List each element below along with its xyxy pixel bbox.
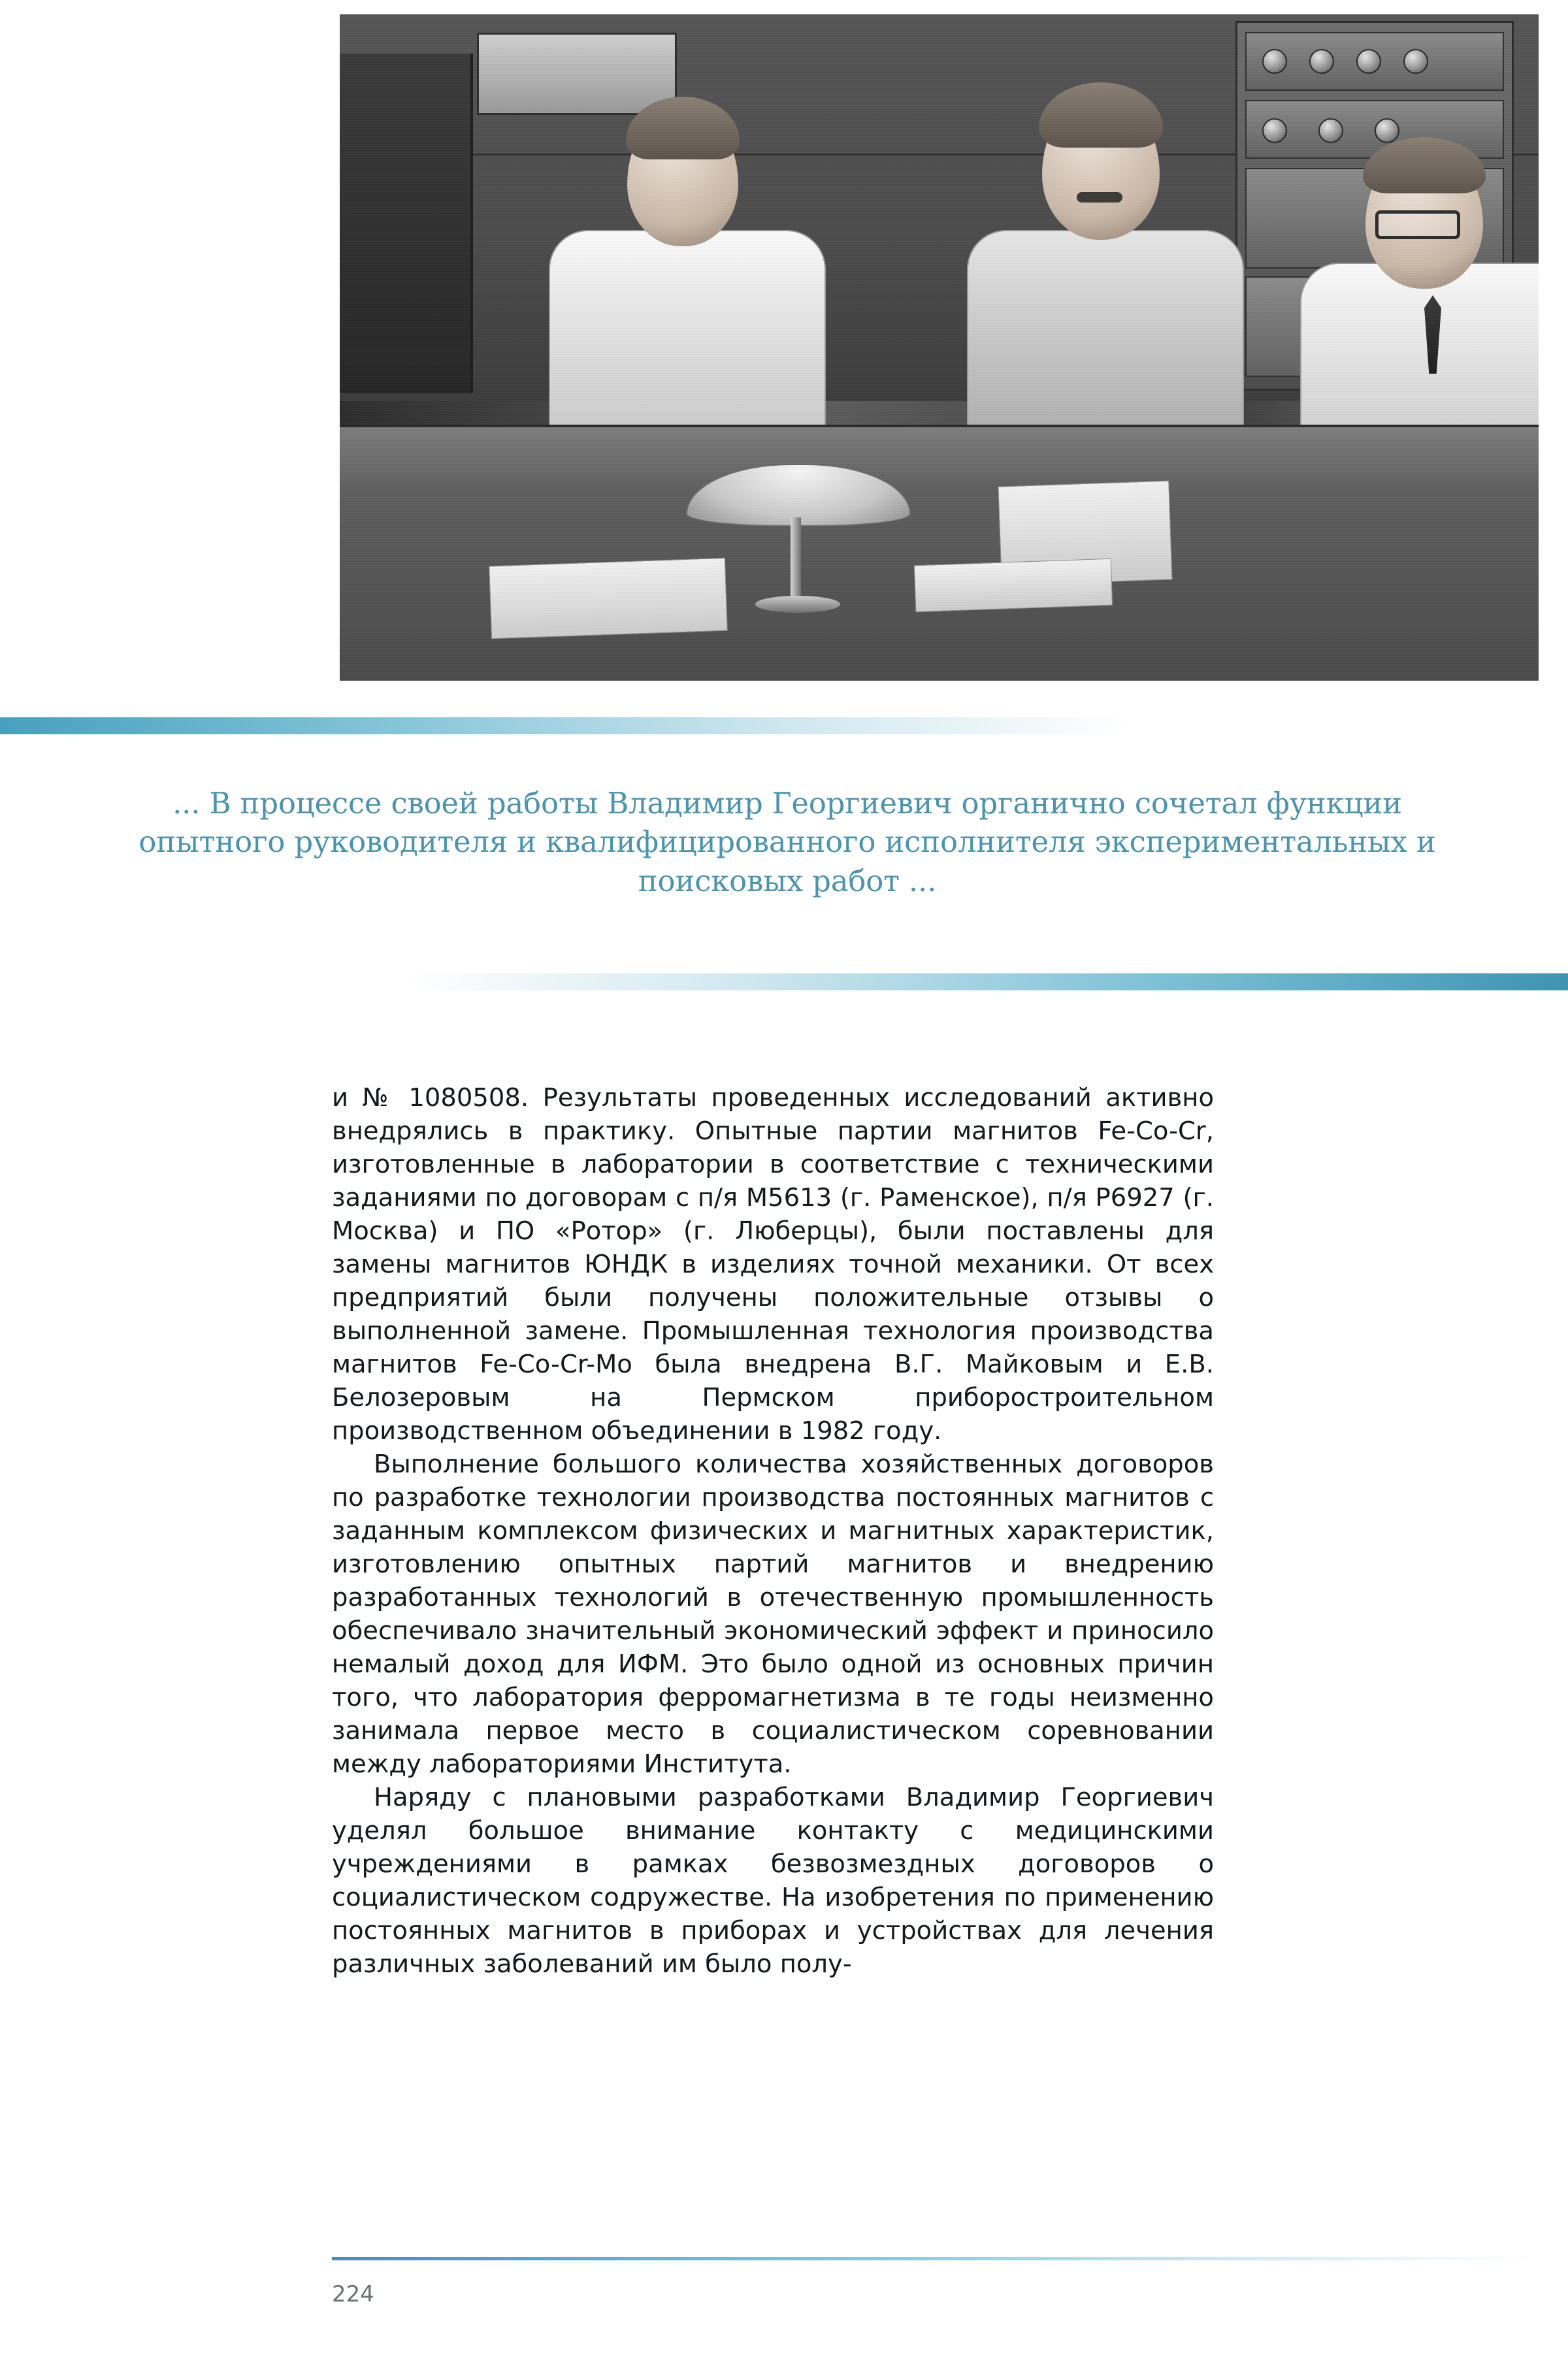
body-paragraph-3: Наряду с плановыми разработками Владимир Георгиевич уделял большое внимание контакту с медицинскими учреждениями в рамках безвозмездных договоров о социалистическом содружестве. На изобретения по применению постоянных магнитов в приборах и устройствах для лечения различных заболеваний им было полу- [332,1783,1214,1979]
body-paragraph-1: и № 1080508. Результаты проведенных исследований активно внедрялись в практику. Опытные партии магнитов Fe-Co-Cr, изготовленные в лаборатории в соответствие с техническими заданиями по договорам с п/я М5613 (г. Раменское), п/я Р6927 (г. Москва) и ПО «Ротор» (г. Люберцы), были поставлены для замены магнитов ЮНДК в изделиях точной механики. От всех предприятий были получены положительные отзывы о выполненной замене. Промышленная технология производства магнитов Fe-Co-Cr-Mo была внедрена В.Г. Майковым и Е.В. Белозеровым на Пермском приборостроительном производственном объединении в 1982 году. [332,1083,1214,1446]
photo-rack-panel-1 [1245,32,1504,91]
photo-desk-papers [489,558,728,640]
lab-photograph [340,14,1539,681]
photo-wall-panel-light [477,33,677,115]
photo-scene [340,14,1539,681]
photo-rack-knob [1375,118,1399,143]
photo-cabinet-left [340,54,473,393]
quote-rule-top [0,717,1568,734]
footer-rule [332,2257,1541,2260]
photo-rack-knob [1309,49,1334,74]
photo-desk-lamp-base [755,596,840,613]
body-text-column [332,1081,1214,1981]
photo-rack-knob [1262,118,1287,143]
photo-desk-lamp-stem [791,517,801,602]
photo-person-center-mustache [1077,192,1122,203]
pull-quote: ... В процессе своей работы Владимир Георгиевич органично сочетал функции опытного руководителя и квалифицированного исполнителя экспериментальных и поисковых работ ... [139,786,1436,898]
photo-person-right-glasses [1375,210,1460,239]
photo-rack-knob [1356,49,1381,74]
page-number: 224 [332,2281,374,2307]
photo-rack-knob [1318,118,1343,143]
body-paragraph-2: Выполнение большого количества хозяйственных договоров по разработке технологии производства постоянных магнитов с заданным комплексом физических и магнитных характеристик, изготовлению опытных партий магнитов и внедрению разработанных технологий в отечественную промышленность обеспечивало значительный экономический эффект и приносило немалый доход для ИФМ. Это было одной из основных причин того, что лаборатория ферромагнетизма в те годы неизменно занимала первое место в социалистическом соревновании между лабораториями Института. [332,1450,1214,1779]
photo-desk [340,425,1539,681]
photo-rack-knob [1262,49,1287,74]
photo-desk-papers [914,559,1113,612]
quote-rule-bottom [0,973,1568,990]
photo-rack-knob [1403,49,1428,74]
